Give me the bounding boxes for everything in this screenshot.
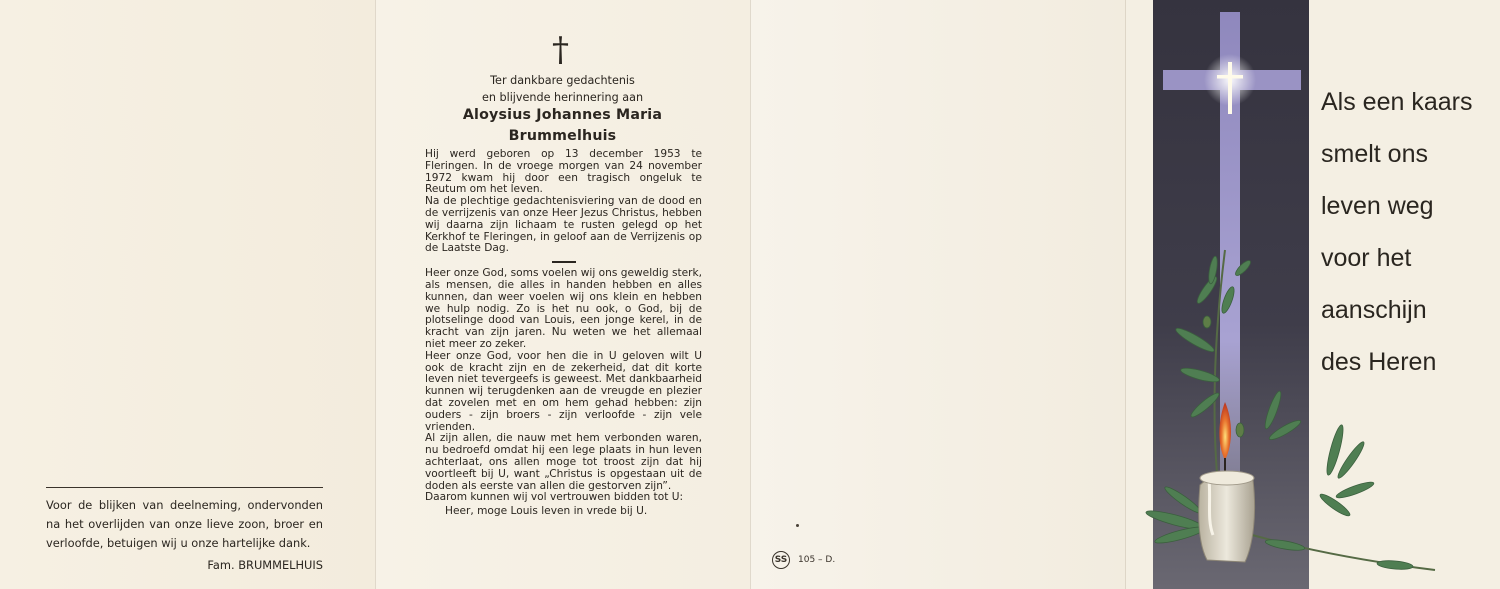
cross-icon: † <box>552 30 569 70</box>
panel-back <box>750 0 1125 589</box>
prayer-paragraph-3: Al zijn allen, die nauw met hem verbonden waren, nu bedroefd omdat hij een lege plaats in hun leven achterlaat, ons allen moge tot troost zijn dat hij voortleeft bij U, want „Christus is opgestaan uit de doden als eerste van allen die gestorven zijn”. <box>425 432 702 492</box>
intro-line-1: Ter dankbare gedachtenis <box>490 74 635 87</box>
panel-acknowledgement <box>0 0 375 589</box>
family-signature: Fam. BRUMMELHUIS <box>207 558 323 572</box>
verse-line: des Heren <box>1321 348 1437 376</box>
fold-line <box>750 0 751 589</box>
verse-line: smelt ons <box>1321 140 1428 168</box>
fold-line <box>375 0 376 589</box>
section-divider <box>552 261 576 263</box>
intro-text <box>425 72 700 106</box>
print-code: 105 – D. <box>798 555 836 565</box>
deceased-name <box>415 105 710 147</box>
acknowledgement-text: Voor de blijken van deelneming, ondervonden na het overlijden van onze lieve zoon, broer en verloofde, betuigen wij u onze hartelijke dank. <box>46 498 323 550</box>
name-line-2: Brummelhuis <box>508 128 617 144</box>
cover-verse <box>1321 76 1496 388</box>
closing-prayer: Heer, moge Louis leven in vrede bij U. <box>445 505 648 518</box>
prayer-paragraph-4: Daarom kunnen wij vol vertrouwen bidden tot U: <box>425 491 684 504</box>
biography-paragraph: Hij werd geboren op 13 december 1953 te Fleringen. In de vroege morgen van 24 november 1972 kwam hij door een tragisch ongeluk te Reutum om het leven. <box>425 148 702 196</box>
verse-line: aanschijn <box>1321 296 1427 324</box>
fold-line <box>1125 0 1126 589</box>
panel-memorial-text <box>375 0 750 589</box>
publisher-mark <box>772 551 835 569</box>
acknowledgement-block <box>46 487 323 575</box>
speck-mark <box>796 524 799 527</box>
memorial-body <box>425 149 702 518</box>
funeral-paragraph: Na de plechtige gedachtenisviering van de dood en de verrijzenis van onze Heer Jezus Christus, hebben wij daarna zijn lichaam te rusten gelegd op het Kerkhof te Fleringen, in geloof aan de Verrijzenis op de Laatste Dag. <box>425 195 702 255</box>
verse-line: voor het <box>1321 244 1412 272</box>
prayer-paragraph-2: Heer onze God, voor hen die in U geloven wilt U ook de kracht zijn en de zekerheid, dat dit korte leven niet tevergeefs is geweest. Met dankbaarheid kunnen wij terugdenken aan de vreugde en plezier dat zovelen met en om hem gehad hebben: zijn ouders - zijn broers - zijn verloofde - zijn vele vrienden. <box>425 349 702 433</box>
verse-line: leven weg <box>1321 192 1434 220</box>
verse-line: Als een kaars <box>1321 88 1473 116</box>
intro-line-2: en blijvende herinnering aan <box>481 91 644 104</box>
prayer-paragraph-1: Heer onze God, soms voelen wij ons geweldig sterk, als mensen, die alles in handen hebben en alles kunnen, dan weer voelen wij ons klein en hebben we hulp nodig. Zo is het nu ook, o God, bij de plotselinge dood van Louis, een jonge kerel, in de kracht van zijn jaren. Nu weten we het allemaal niet meer zo zeker. <box>425 267 702 350</box>
name-line-1: Aloysius Johannes Maria <box>462 107 663 123</box>
publisher-logo-icon: SS <box>772 551 790 569</box>
panel-cover <box>1125 0 1500 589</box>
